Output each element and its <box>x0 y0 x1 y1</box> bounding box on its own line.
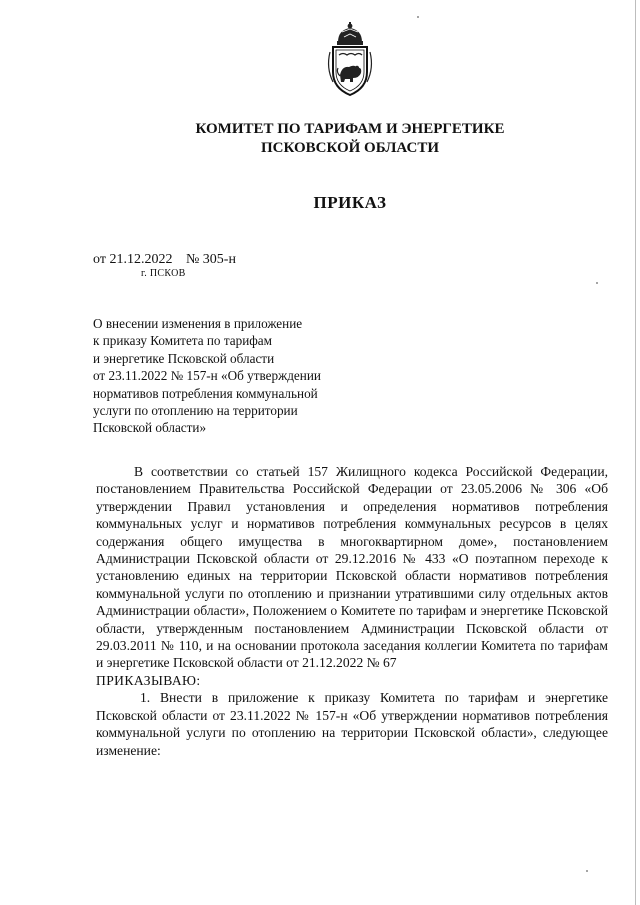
subject-line: к приказу Комитета по тарифам <box>93 333 272 349</box>
subject-line: О внесении изменения в приложение <box>93 316 303 331</box>
scan-speck <box>596 282 598 284</box>
date-line <box>93 252 236 268</box>
subject-line: нормативов потребления коммунальной <box>93 385 318 401</box>
subject-line: Псковской области» <box>93 420 207 436</box>
coat-of-arms-icon <box>324 22 376 100</box>
preamble-paragraph: В соответствии со статьей 157 Жилищного кодекса Российской Федерации, постановлением Правительства Российской Федерации от 23.05.2006 № 306 «Об утверждении Правил установления и определения нормативов потребления коммунальных услуг и нормативов потребления коммунальных ресурсов в целях содержания общего имущества в многоквартирном доме», постановлением Администрации Псковской области от 29.12.2016 № 433 «О поэтапном переходе к установлению единых на территории Псковской области нормативов потребления коммунальной услуги по отоплению и признании утратившими силу отдельных актов Администрации области», Положением о Комитете по тарифам и энергетике Псковской области, утвержденным постановлением Администрации Псковской области от 29.03.2011 № 110, и на основании протокола заседания коллегии Комитета по тарифам и энергетике Псковской области от 21.12.2022 № 67 <box>96 464 608 671</box>
organization-title <box>100 120 600 158</box>
subject-block <box>93 315 393 437</box>
organization-title-line1: КОМИТЕТ ПО ТАРИФАМ И ЭНЕРГЕТИКЕ <box>195 121 505 137</box>
document-date: 21.12.2022 <box>109 252 173 267</box>
body-text <box>96 463 608 759</box>
scan-edge-line <box>635 0 636 905</box>
scan-speck <box>586 870 588 872</box>
document-city: г. ПСКОВ <box>141 268 186 279</box>
date-prefix: от <box>93 252 106 267</box>
subject-line: услуги по отоплению на территории <box>93 403 298 419</box>
document-type: ПРИКАЗ <box>313 193 387 212</box>
document-number: № 305-н <box>185 252 236 267</box>
subject-line: от 23.11.2022 № 157-н «Об утверждении <box>93 368 321 384</box>
order-word: ПРИКАЗЫВАЮ: <box>96 672 201 688</box>
item-1-paragraph: 1. Внести в приложение к приказу Комитета по тарифам и энергетике Псковской области от 23.11.2022 № 157-н «Об утверждении нормативов потребления коммунальной услуги по отоплению на территории Псковской области», следующее изменение: <box>96 690 608 758</box>
subject-line: и энергетике Псковской области <box>93 350 275 366</box>
organization-title-line2: ПСКОВСКОЙ ОБЛАСТИ <box>260 140 440 156</box>
scan-speck <box>417 16 419 18</box>
